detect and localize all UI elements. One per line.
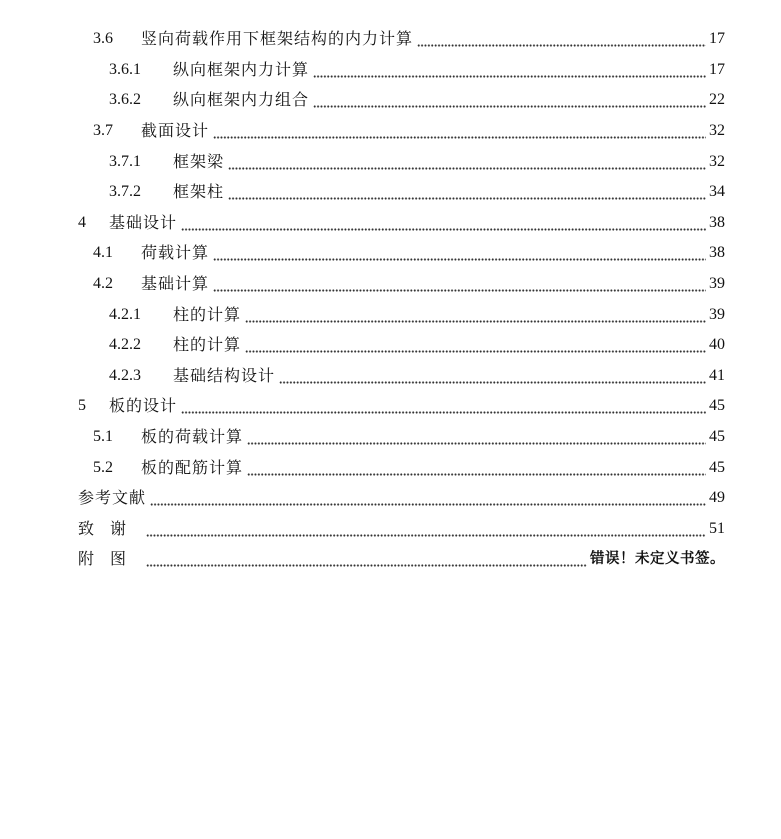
toc-entry-number: 3.7.2 [109, 183, 141, 201]
toc-entry-page: 38 [709, 213, 725, 231]
toc-entry-number: 4.2.3 [109, 366, 141, 384]
toc-entry-title: 附图 [78, 549, 143, 569]
toc-entry-page: 49 [709, 489, 725, 507]
dot-leader [247, 458, 706, 478]
toc-entry[interactable] [0, 452, 781, 483]
toc-entry-title: 柱的计算 [173, 304, 242, 324]
toc-entry-page: 32 [709, 152, 725, 170]
toc-entry[interactable] [0, 269, 781, 300]
toc-entry-number: 3.6.2 [109, 91, 141, 109]
toc-entry-page: 22 [709, 91, 725, 109]
toc-entry[interactable] [0, 483, 781, 514]
toc-entry-title: 柱的计算 [173, 335, 242, 355]
toc-entry-page: 39 [709, 305, 725, 323]
toc-entry-page: 17 [709, 60, 725, 78]
toc-entry[interactable] [0, 391, 781, 422]
toc-entry-title: 截面设计 [141, 121, 210, 141]
dot-leader [213, 121, 706, 141]
toc-entry-page: 45 [709, 458, 725, 476]
toc-entry-page: 51 [709, 519, 725, 537]
toc-entry-number: 4.1 [93, 244, 113, 262]
toc-entry-page: 34 [709, 183, 725, 201]
dot-leader [245, 305, 706, 325]
table-of-contents [0, 24, 781, 575]
toc-entry-number: 4 [78, 213, 86, 231]
dot-leader [313, 90, 706, 110]
dot-leader [247, 427, 706, 447]
toc-entry-title: 基础计算 [141, 274, 210, 294]
dot-leader [181, 396, 706, 416]
toc-entry-title: 纵向框架内力组合 [173, 90, 310, 110]
dot-leader [417, 29, 706, 49]
toc-entry-number: 4.2.1 [109, 305, 141, 323]
toc-entry[interactable] [0, 24, 781, 55]
toc-entry-number: 5.1 [93, 428, 113, 446]
dot-leader [245, 335, 706, 355]
toc-entry[interactable] [0, 361, 781, 392]
dot-leader [228, 182, 706, 202]
toc-entry-page: 45 [709, 397, 725, 415]
toc-entry-title: 框架梁 [173, 151, 225, 171]
toc-entry-number: 5 [78, 397, 86, 415]
toc-entry-number: 3.7.1 [109, 152, 141, 170]
toc-entry[interactable] [0, 146, 781, 177]
toc-entry-title: 纵向框架内力计算 [173, 59, 310, 79]
dot-leader [146, 549, 587, 569]
toc-entry-page: 38 [709, 244, 725, 262]
toc-entry-title: 致谢 [78, 518, 143, 538]
toc-entry-number: 3.7 [93, 122, 113, 140]
toc-entry-page-error: 错误！未定义书签。 [590, 551, 725, 568]
toc-entry[interactable] [0, 177, 781, 208]
toc-entry-page: 41 [709, 366, 725, 384]
toc-entry-number: 4.2 [93, 275, 113, 293]
dot-leader [150, 488, 706, 508]
toc-entry[interactable] [0, 55, 781, 86]
toc-entry[interactable] [0, 85, 781, 116]
dot-leader [146, 519, 706, 539]
toc-entry-page: 40 [709, 336, 725, 354]
dot-leader [213, 274, 706, 294]
dot-leader [313, 60, 706, 80]
toc-entry-page: 32 [709, 122, 725, 140]
toc-entry-number: 4.2.2 [109, 336, 141, 354]
toc-entry[interactable] [0, 422, 781, 453]
toc-entry-page: 39 [709, 275, 725, 293]
toc-entry-title: 板的荷载计算 [141, 427, 244, 447]
toc-entry-title: 竖向荷载作用下框架结构的内力计算 [141, 29, 414, 49]
toc-entry[interactable] [0, 208, 781, 239]
toc-entry-page: 17 [709, 30, 725, 48]
toc-entry-title: 框架柱 [173, 182, 225, 202]
toc-entry-number: 3.6 [93, 30, 113, 48]
dot-leader [228, 152, 706, 172]
toc-entry[interactable] [0, 238, 781, 269]
dot-leader [181, 213, 706, 233]
toc-entry[interactable] [0, 116, 781, 147]
toc-entry-title: 荷载计算 [141, 243, 210, 263]
toc-entry-page: 45 [709, 428, 725, 446]
toc-entry-number: 3.6.1 [109, 60, 141, 78]
toc-entry[interactable] [0, 299, 781, 330]
toc-entry-title: 板的配筋计算 [141, 457, 244, 477]
dot-leader [213, 243, 706, 263]
toc-entry-title: 参考文献 [78, 488, 147, 508]
toc-entry-title: 基础结构设计 [173, 365, 276, 385]
toc-entry-title: 板的设计 [109, 396, 178, 416]
toc-entry-number: 5.2 [93, 458, 113, 476]
toc-entry[interactable] [0, 330, 781, 361]
toc-entry[interactable] [0, 514, 781, 545]
dot-leader [279, 366, 706, 386]
toc-entry[interactable] [0, 544, 781, 575]
toc-entry-title: 基础设计 [109, 212, 178, 232]
